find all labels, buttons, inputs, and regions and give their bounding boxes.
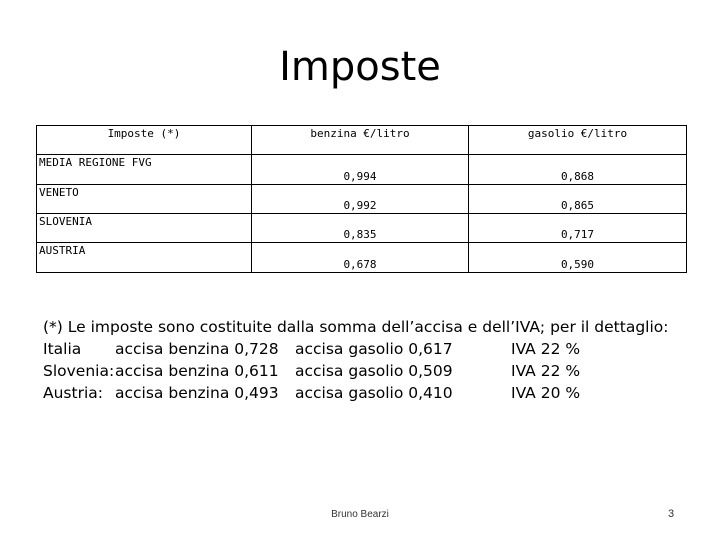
benzina-value: 0,992 (252, 185, 469, 214)
header-imposte: Imposte (*) (37, 126, 252, 155)
table-row (37, 155, 687, 185)
notes-intro: (*) Le imposte sono costituite dalla somma dell’accisa e dell’IVA; per il dettaglio: (43, 318, 669, 336)
note-iva: IVA 22 % (511, 362, 581, 380)
benzina-value: 0,678 (252, 243, 469, 273)
header-benzina: benzina €/litro (252, 126, 469, 155)
note-benzina: accisa benzina 0,493 (115, 384, 279, 402)
note-country: Slovenia: (43, 362, 115, 380)
note-iva: IVA 20 % (511, 384, 581, 402)
gasolio-value: 0,717 (469, 214, 687, 243)
tax-table (36, 125, 687, 273)
row-label: AUSTRIA (37, 243, 252, 273)
note-gasolio: accisa gasolio 0,410 (295, 384, 453, 402)
row-label: VENETO (37, 185, 252, 214)
table-row (37, 243, 687, 273)
footer-author: Bruno Bearzi (331, 509, 389, 520)
note-country: Italia (43, 340, 82, 358)
note-gasolio: accisa gasolio 0,509 (295, 362, 453, 380)
table-header-row (37, 126, 687, 155)
note-benzina: accisa benzina 0,611 (115, 362, 279, 380)
page-title: Imposte (279, 44, 441, 90)
note-benzina: accisa benzina 0,728 (115, 340, 279, 358)
gasolio-value: 0,868 (469, 155, 687, 185)
table-row (37, 185, 687, 214)
note-country: Austria: (43, 384, 103, 402)
note-gasolio: accisa gasolio 0,617 (295, 340, 453, 358)
note-iva: IVA 22 % (511, 340, 581, 358)
gasolio-value: 0,865 (469, 185, 687, 214)
benzina-value: 0,994 (252, 155, 469, 185)
header-gasolio: gasolio €/litro (469, 126, 687, 155)
page-number: 3 (668, 508, 675, 520)
row-label: MEDIA REGIONE FVG (37, 155, 252, 185)
table-row (37, 214, 687, 243)
gasolio-value: 0,590 (469, 243, 687, 273)
row-label: SLOVENIA (37, 214, 252, 243)
benzina-value: 0,835 (252, 214, 469, 243)
